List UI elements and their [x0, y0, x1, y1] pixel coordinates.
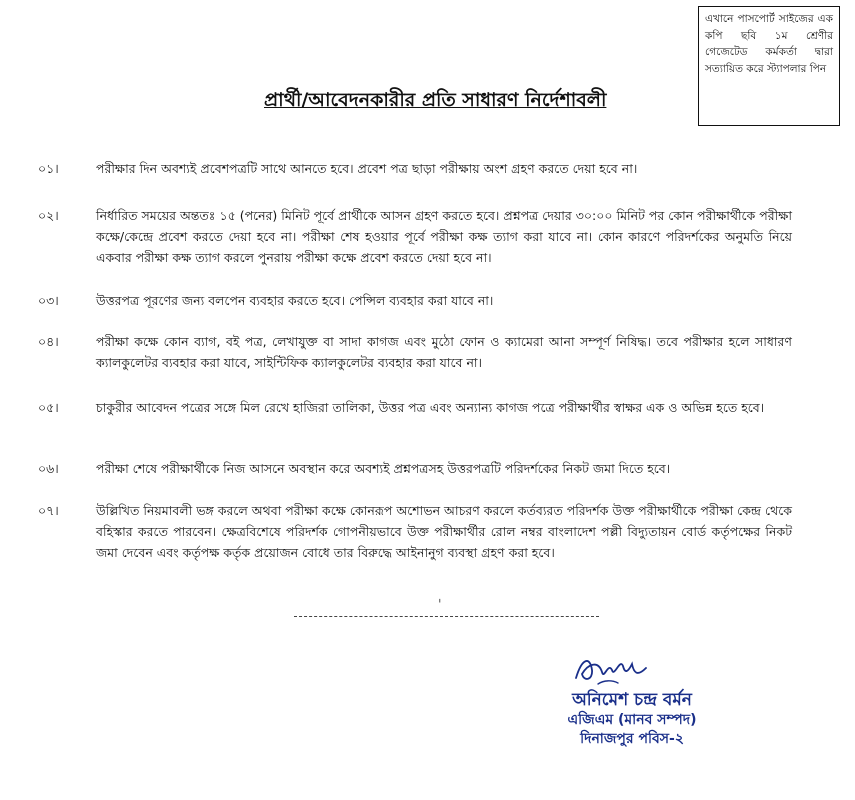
instruction-text: পরীক্ষার দিন অবশ্যই প্রবেশপত্রটি সাথে আনতে হবে। প্রবেশ পত্র ছাড়া পরীক্ষায় অংশ গ্রহণ করতে দেয়া হবে না।	[96, 161, 638, 176]
instruction-text: উল্লিখিত নিয়মাবলী ভঙ্গ করলে অথবা পরীক্ষা কক্ষে কোনরূপ অশোভন আচরণ করলে কর্তব্যরত পরিদর্শক উক্ত পরীক্ষার্থীকে পরীক্ষা কেন্দ্র থেকে বহিস্কার করতে পারবেন। ক্ষেত্রবিশেষে পরিদর্শক গোপনীয়ভাবে উক্ত পরীক্ষার্থীর রোল নম্বর বাংলাদেশ পল্লী বিদ্যুতায়ন বোর্ড কর্তৃপক্ষের নিকট জমা দেবেন এবং কর্তৃপক্ষ কর্তৃক প্রয়োজন বোধে তার বিরুদ্ধে আইনানুগ ব্যবস্থা গ্রহণ করা হবে।	[96, 503, 792, 560]
instruction-text: পরীক্ষা শেষে পরীক্ষার্থীকে নিজ আসনে অবস্থান করে অবশ্যই প্রশ্নপত্রসহ উত্তরপত্রটি পরিদর্শকের নিকট জমা দিতে হবে।	[96, 461, 671, 476]
signatory-name: অনিমেশ চন্দ্র বর্মন	[572, 690, 692, 710]
instruction-number: ০৫।	[38, 400, 59, 415]
signature-block	[512, 690, 752, 749]
signatory-office: দিনাজপুর পবিস-২	[580, 731, 684, 747]
instruction-number: ০৪।	[38, 334, 59, 349]
instruction-text: উত্তরপত্র পূরণের জন্য বলপেন ব্যবহার করতে হবে। পেন্সিল ব্যবহার করা যাবে না।	[96, 293, 494, 308]
photo-attachment-box	[698, 6, 840, 126]
instruction-text: পরীক্ষা কক্ষে কোন ব্যাগ, বই পত্র, লেখাযুক্ত বা সাদা কাগজ এবং মুঠো ফোন ও ক্যামেরা আনা সম্পূর্ণ নিষিদ্ধ। তবে পরীক্ষার হলে সাধারণ ক্যালকুলেটর ব্যবহার করা যাবে, সাইন্টিফিক ক্যালকুলেটর ব্যবহার করা যাবে না।	[96, 334, 792, 370]
instruction-text: চাকুরীর আবেদন পত্রের সঙ্গে মিল রেখে হাজিরা তালিকা, উত্তর পত্র এবং অন্যান্য কাগজ পত্রে পরীক্ষার্থীর স্বাক্ষর এক ও অভিন্ন হতে হবে।	[96, 400, 765, 415]
instruction-number: ০৩।	[38, 293, 59, 308]
instruction-number: ০৭।	[38, 503, 59, 518]
instruction-text: নির্ধারিত সময়ের অন্ততঃ ১৫ (পনের) মিনিট পূর্বে প্রার্থীকে আসন গ্রহণ করতে হবে। প্রশ্নপত্র দেয়ার ৩০:০০ মিনিট পর কোন পরীক্ষার্থীকে পরীক্ষা কক্ষে/কেন্দ্রে প্রবেশ করতে দেয়া হবে না। পরীক্ষা শেষ হওয়ার পূর্বে পরীক্ষা কক্ষ ত্যাগ করা যাবে না। কোন কারণে পরিদর্শকের অনুমতি নিয়ে একবার পরীক্ষা কক্ষ ত্যাগ করলে পুনরায় পরীক্ষা কক্ষে প্রবেশ করতে দেয়া হবে না।	[96, 208, 792, 265]
photo-box-text: এখানে পাসপোর্ট সাইজের এক কপি ছবি ১ম শ্রেণীর গেজেটেড কর্মকর্তা দ্বারা সত্যায়িত করে স্ট্যাপলার পিন	[705, 13, 833, 75]
separator-line	[294, 616, 599, 617]
page-title: প্রার্থী/আবেদনকারীর প্রতি সাধারণ নির্দেশাবলী	[264, 89, 607, 111]
instruction-number: ০৬।	[38, 461, 59, 476]
handwritten-signature	[568, 650, 658, 690]
signatory-designation: এজিএম (মানব সম্পদ)	[567, 712, 697, 728]
ink-mark: ˈ	[438, 598, 442, 613]
instruction-number: ০২।	[38, 208, 59, 223]
instruction-number: ০১।	[38, 161, 59, 176]
